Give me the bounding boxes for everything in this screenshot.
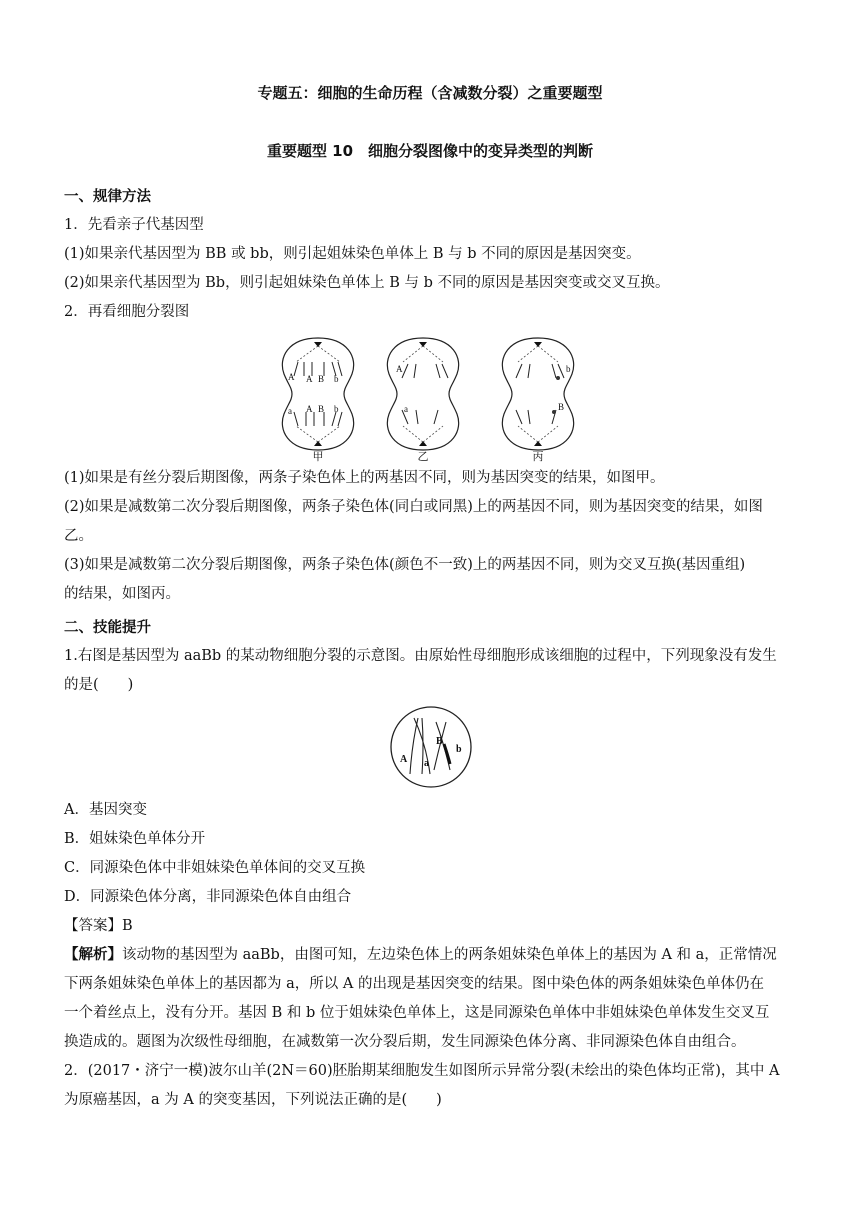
option-c: C．同源染色体中非姐妹染色单体间的交叉互换	[64, 860, 366, 876]
step-1-heading: 1．先看亲子代基因型	[64, 217, 204, 233]
section-heading-methods: 一、规律方法	[64, 189, 151, 205]
cell2-label: a	[404, 404, 408, 414]
analysis-line-2: 下两条姐妹染色单体上的基因都为 a，所以 A 的出现是基因突变的结果。图中染色体的两条姐妹染色单体仍在	[64, 976, 764, 992]
cell3-label: B	[558, 402, 565, 412]
analysis-label: 【解析】	[64, 947, 122, 963]
cell1-label: a	[288, 406, 292, 416]
paragraph-s1-1: (1)如果亲代基因型为 BB 或 bb，则引起姐妹染色单体上 B 与 b 不同的原因是基因突变。	[64, 246, 641, 262]
question-1-line-2: 的是( )	[64, 677, 134, 693]
paragraph-s2-2b: 乙。	[64, 528, 93, 544]
cell1-label: A	[306, 374, 313, 384]
paragraph-s2-1: (1)如果是有丝分裂后期图像，两条子染色体上的两基因不同，则为基因突变的结果，如图甲。	[64, 470, 665, 486]
section-heading-skills: 二、技能提升	[64, 620, 151, 636]
cell1-label: B	[318, 404, 325, 414]
cell-division-svg	[268, 332, 588, 462]
analysis-line-4: 换造成的。题图为次级性母细胞，在减数第一次分裂后期，发生同源染色体分离、非同源染色体自由组合。	[64, 1034, 746, 1050]
cell1-label: b	[334, 374, 339, 384]
q1-gene-label: a	[424, 758, 429, 769]
analysis-line-3: 一个着丝点上，没有分开。基因 B 和 b 位于姐妹染色单体上，这是同源染色单体中非姐妹染色单体发生交叉互	[64, 1005, 770, 1021]
figure-caption-jia: 甲	[312, 450, 324, 462]
analysis-text-1: 该动物的基因型为 aaBb，由图可知，左边染色体上的两条姐妹染色单体上的基因为 A 和 a，正常情况	[122, 947, 777, 963]
question-1-figure	[388, 704, 474, 790]
answer-line	[64, 913, 804, 940]
cell1-label: B	[318, 374, 325, 384]
q1-gene-label: b	[456, 744, 462, 755]
analysis-line-1	[64, 942, 804, 969]
paragraph-s1-2: (2)如果亲代基因型为 Bb，则引起姐妹染色单体上 B 与 b 不同的原因是基因突变或交叉互换。	[64, 275, 670, 291]
answer-label: 【答案】	[64, 918, 122, 934]
q1-gene-label: B	[436, 736, 443, 747]
cell3-label: b	[566, 364, 571, 374]
page-subtitle: 重要题型 10 细胞分裂图像中的变异类型的判断	[266, 142, 594, 160]
cell1-label: A	[306, 404, 313, 414]
paragraph-s2-3b: 的结果，如图丙。	[64, 586, 180, 602]
figure-caption-yi: 乙	[417, 450, 429, 462]
question-1-cell-svg	[388, 704, 474, 790]
answer-value: B	[122, 918, 133, 934]
option-d: D．同源染色体分离，非同源染色体自由组合	[64, 889, 352, 905]
q1-gene-label: A	[400, 754, 408, 765]
cell1-label: A	[288, 372, 295, 382]
question-2-line-2: 为原癌基因，a 为 A 的突变基因，下列说法正确的是( )	[64, 1092, 442, 1108]
cell-division-figure	[268, 332, 588, 462]
cell1-label: b	[334, 404, 339, 414]
question-1-line-1: 1.右图是基因型为 aaBb 的某动物细胞分裂的示意图。由原始性母细胞形成该细胞的过程中，下列现象没有发生	[64, 648, 777, 664]
question-2-line-1: 2．(2017・济宁一模)波尔山羊(2N＝60)胚胎期某细胞发生如图所示异常分裂(未绘出的染色体均正常)，其中 A	[64, 1063, 780, 1079]
figure-caption-bing: 丙	[532, 450, 544, 462]
page-title: 专题五：细胞的生命历程（含减数分裂）之重要题型	[257, 84, 603, 102]
option-b: B．姐妹染色单体分开	[64, 831, 206, 847]
paragraph-s2-3a: (3)如果是减数第二次分裂后期图像，两条子染色体(颜色不一致)上的两基因不同，则为交叉互换(基因重组)	[64, 557, 746, 573]
option-a: A．基因突变	[64, 802, 147, 818]
paragraph-s2-2a: (2)如果是减数第二次分裂后期图像，两条子染色体(同白或同黑)上的两基因不同，则为基因突变的结果，如图	[64, 499, 763, 515]
step-2-heading: 2．再看细胞分裂图	[64, 304, 190, 320]
cell2-label: A	[396, 364, 403, 374]
